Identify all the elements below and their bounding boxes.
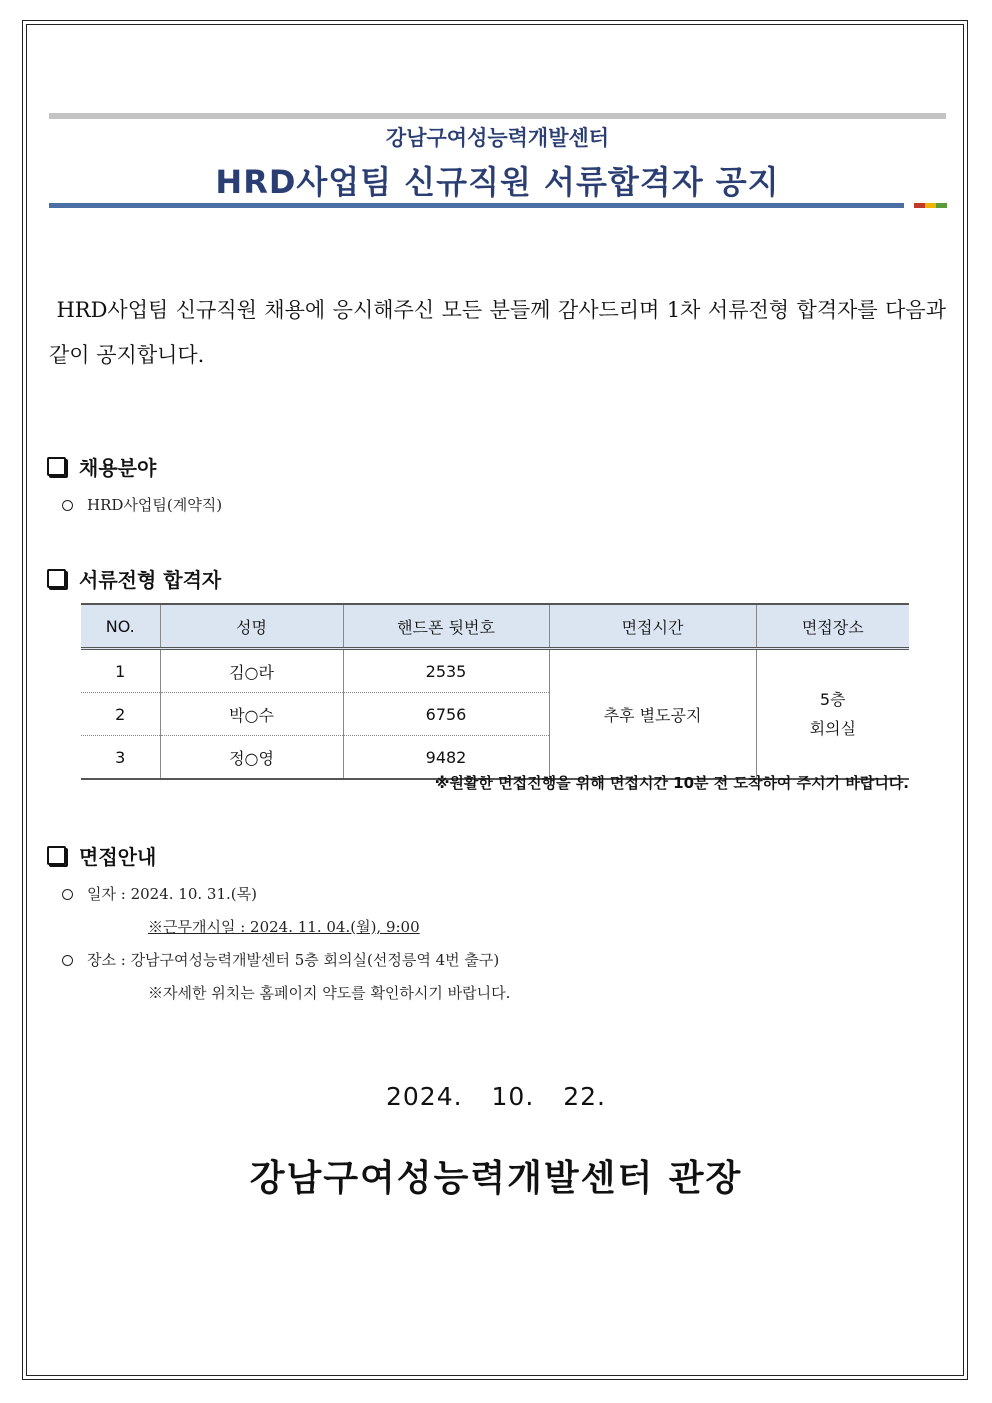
interview-place-line1: 5층 [819,690,846,709]
circle-bullet-icon [62,500,73,511]
org-name: 강남구여성능력개발센터 [385,126,610,150]
start-date-note [148,916,420,937]
checkbox-square-icon [47,569,66,588]
field-item-text: HRD사업팀(계약직) [87,496,223,514]
col-header-name: 성명 [160,604,343,649]
col-header-phone: 핸드폰 뒷번호 [343,604,549,649]
cell-interview-place [756,649,909,780]
interview-place-text: 장소 : 강남구여성능력개발센터 5층 회의실(선정릉역 4번 출구) [87,951,500,969]
checkbox-square-icon [47,457,66,476]
col-header-interview-place: 면접장소 [756,604,909,649]
start-date-note-text: ※근무개시일 : 2024. 11. 04.(월), 9:00 [148,918,420,936]
interview-place-item [62,949,499,970]
interview-time-text: 추후 별도공지 [603,705,702,725]
interview-place-line2: 회의실 [809,719,856,738]
cell-no: 3 [81,736,160,780]
cell-no: 1 [81,649,160,693]
signer-name: 강남구여성능력개발센터 관장 [249,1158,743,1199]
intro-paragraph [49,288,946,378]
field-item [62,494,222,515]
accent-block-green [936,203,947,208]
col-header-interview-time: 면접시간 [549,604,756,649]
col-header-no: NO. [81,604,160,649]
intro-text: HRD사업팀 신규직원 채용에 응시해주신 모든 분들께 감사드리며 1차 서류전형 합격자를 다음과 같이 공지합니다. [49,298,946,367]
interview-date-text: 일자 : 2024. 10. 31.(목) [87,885,257,903]
title-rule-top [49,113,946,119]
table-row [81,649,909,693]
page-title: HRD사업팀 신규직원 서류합격자 공지 [215,163,780,201]
section-pass-heading [47,564,221,593]
checkbox-square-icon [47,846,66,865]
cell-phone: 6756 [343,693,549,736]
cell-name: 박○수 [160,693,343,736]
section-interview-title: 면접안내 [79,845,157,869]
interview-date-item [62,883,257,904]
cell-interview-time [549,649,756,780]
pass-table [81,603,909,780]
cell-phone: 9482 [343,736,549,780]
table-note: ※원활한 면접진행을 위해 면접시간 10분 전 도착하여 주시기 바랍니다. [434,774,909,792]
cell-phone: 2535 [343,649,549,693]
section-field-title: 채용분야 [79,456,157,480]
circle-bullet-icon [62,955,73,966]
table-header-row [81,604,909,649]
section-field-heading [47,452,156,481]
section-interview-heading [47,841,156,870]
location-note [148,982,510,1003]
accent-block-yellow [925,203,936,208]
notice-date: 2024. 10. 22. [386,1082,606,1111]
location-note-text: ※자세한 위치는 홈페이지 약도를 확인하시기 바랍니다. [148,984,511,1002]
cell-no: 2 [81,693,160,736]
section-pass-title: 서류전형 합격자 [79,568,222,592]
circle-bullet-icon [62,889,73,900]
cell-name: 정○영 [160,736,343,780]
cell-name: 김○라 [160,649,343,693]
accent-block-red [914,203,925,208]
title-rule-bottom [49,203,904,208]
